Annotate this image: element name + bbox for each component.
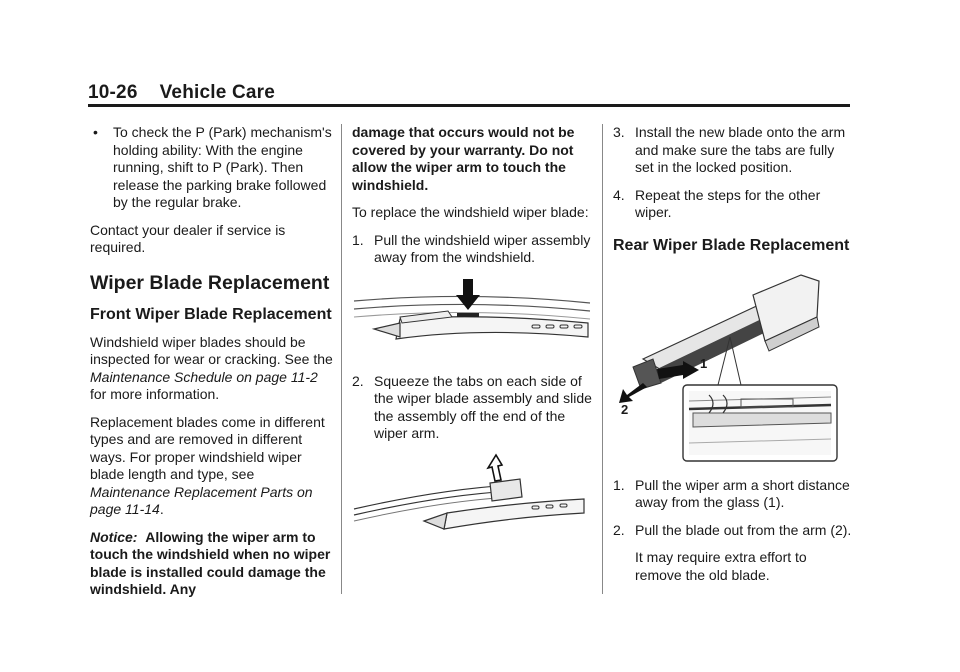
inspection-text-end: for more information. (90, 386, 220, 402)
list-item (352, 373, 592, 443)
contact-dealer-text: Contact your dealer if service is required. (90, 221, 286, 255)
replacement-parts-link[interactable]: Maintenance Replacement Parts on page 11-14 (90, 483, 313, 517)
figure-label-2: 2 (621, 401, 629, 417)
column-2 (352, 124, 592, 573)
step-text: Install the new blade onto the arm and make sure the tabs are fully set in the locked position. (635, 124, 846, 175)
column-1 (90, 124, 335, 609)
inspection-text: Windshield wiper blades should be inspected for wear or cracking. See the (90, 333, 333, 367)
inspection-paragraph (90, 334, 335, 404)
step-number: 1. (613, 476, 625, 493)
page-number: 10-26 (88, 82, 138, 103)
rear-wiper-figure (613, 267, 855, 467)
step-number: 1. (352, 231, 364, 248)
step-text: Repeat the steps for the other wiper. (635, 186, 821, 220)
replacement-text-end: . (159, 501, 164, 517)
column-3 (613, 124, 855, 594)
notice-text: Allowing the wiper arm to touch the windshield when no wiper blade is installed could damage the windshield. Any (90, 528, 331, 597)
header-rule (88, 104, 850, 107)
list-item (613, 477, 855, 512)
list-item (613, 187, 855, 222)
step-text: Pull the windshield wiper assembly away from the windshield. (374, 231, 591, 265)
step-number: 2. (352, 372, 364, 389)
maintenance-schedule-link[interactable]: Maintenance Schedule on page 11-2 (90, 368, 318, 385)
step-text: Pull the wiper arm a short distance away from the glass (1). (635, 476, 850, 510)
bullet-text: To check the P (Park) mechanism's holding ability: With the engine running, shift to P (Park). Then release the parking brake followed by the regular brake. (113, 124, 332, 210)
step-number: 3. (613, 124, 625, 140)
rear-wiper-illustration (613, 267, 855, 467)
notice-continuation: damage that occurs would not be covered by your warranty. Do not allow the wiper arm to touch the windshield. (352, 124, 575, 193)
subsection-heading: Front Wiper Blade Replacement (90, 305, 332, 323)
bullet-icon: • (93, 124, 98, 140)
bullet-item (90, 124, 335, 212)
section-title: Vehicle Care (159, 82, 276, 103)
list-item (352, 232, 592, 267)
step-text: Pull the blade out from the arm (2). (635, 521, 852, 538)
list-item (613, 124, 855, 177)
front-wiper-figure-2 (352, 453, 592, 563)
column-divider-1 (341, 124, 342, 594)
notice-label: Notice: (90, 528, 138, 545)
step-number: 4. (613, 186, 625, 203)
column-divider-2 (602, 124, 603, 594)
page-header (88, 82, 275, 104)
figure-label-1: 1 (700, 355, 708, 371)
step-number: 2. (613, 521, 625, 538)
wiper-slide-illustration (352, 453, 592, 563)
wiper-pull-illustration (352, 277, 592, 363)
section-heading: Wiper Blade Replacement (90, 271, 330, 294)
replacement-text: Replacement blades come in different types and are removed in different ways. For proper windshield wiper blade length and type, see (90, 413, 325, 482)
replacement-paragraph (90, 414, 335, 519)
procedure-intro: To replace the windshield wiper blade: (352, 204, 589, 220)
extra-effort-note: It may require extra effort to remove the old blade. (635, 549, 807, 583)
front-wiper-figure-1 (352, 277, 592, 363)
step-text: Squeeze the tabs on each side of the wiper blade assembly and slide the assembly off the end of the wiper arm. (374, 372, 592, 441)
list-item (613, 522, 855, 540)
notice-paragraph (90, 529, 335, 599)
rear-wiper-heading: Rear Wiper Blade Replacement (613, 236, 850, 254)
